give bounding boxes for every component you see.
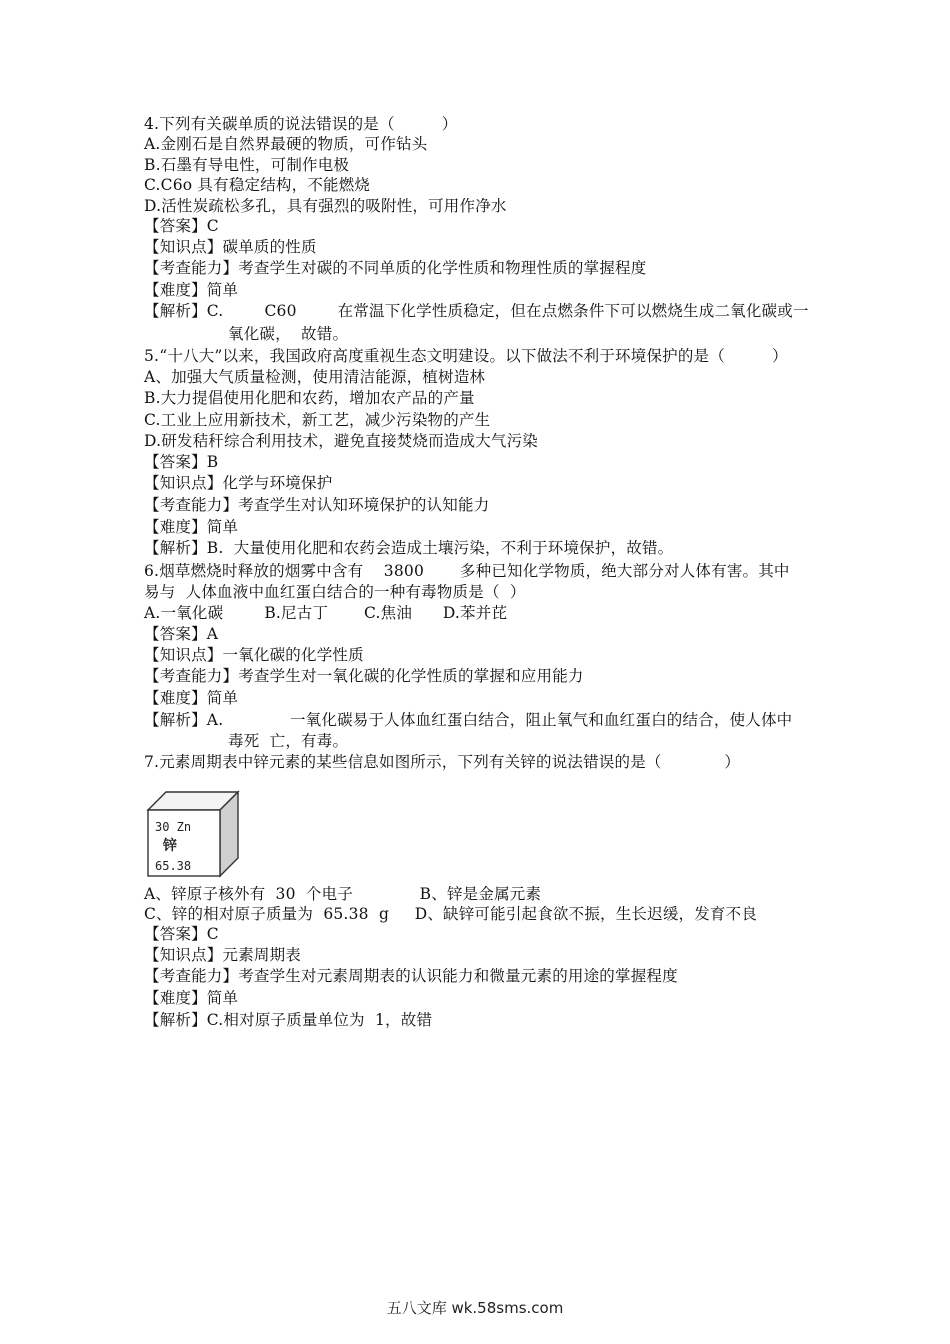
q6-stem-cont: 易与 人体血液中血红蛋白结合的一种有毒物质是（ ） [144, 583, 526, 601]
q4-analysis: 【解析】C. C60 在常温下化学性质稳定，但在点燃条件下可以燃烧生成二氧化碳或一 [144, 302, 809, 320]
q5-difficulty: 【难度】简单 [144, 518, 239, 536]
q4-stem: 4.下列有关碳单质的说法错误的是（ ） [144, 115, 458, 133]
q4-option-b: B.石墨有导电性，可制作电极 [144, 156, 350, 174]
q5-knowledge: 【知识点】化学与环境保护 [144, 474, 333, 492]
element-mass: 65.38 [155, 859, 192, 873]
q5-option-a: A、加强大气质量检测，使用清洁能源，植树造林 [144, 368, 486, 386]
q4-option-c: C.C6o 具有稳定结构，不能燃烧 [144, 176, 371, 194]
q5-answer: 【答案】B [144, 453, 219, 471]
q6-difficulty: 【难度】简单 [144, 689, 239, 707]
q7-stem: 7.元素周期表中锌元素的某些信息如图所示，下列有关锌的说法错误的是（ ） [144, 753, 741, 771]
q7-analysis: 【解析】C.相对原子质量单位为 1，故错 [144, 1011, 433, 1029]
q6-ability: 【考查能力】考查学生对一氧化碳的化学性质的掌握和应用能力 [144, 667, 584, 685]
q7-knowledge: 【知识点】元素周期表 [144, 946, 302, 964]
q6-analysis-cont: 毒死 亡，有毒。 [228, 732, 349, 750]
footer-watermark: 五八文库 wk.58sms.com [386, 1299, 564, 1317]
element-number-symbol: 30 Zn [155, 820, 192, 834]
q7-ability: 【考查能力】考查学生对元素周期表的认识能力和微量元素的用途的掌握程度 [144, 967, 678, 985]
q4-knowledge: 【知识点】碳单质的性质 [144, 238, 317, 256]
periodic-element-figure [146, 790, 240, 878]
q5-stem: 5.“十八大”以来，我国政府高度重视生态文明建设。以下做法不利于环境保护的是（ ） [144, 347, 788, 365]
element-name: 锌 [163, 838, 177, 854]
q4-answer: 【答案】C [144, 217, 219, 235]
q7-answer: 【答案】C [144, 925, 219, 943]
q5-ability: 【考查能力】考查学生对认知环境保护的认知能力 [144, 496, 490, 514]
q4-difficulty: 【难度】简单 [144, 281, 239, 299]
q4-option-a: A.金刚石是自然界最硬的物质，可作钻头 [144, 135, 428, 153]
q7-options-ab: A、锌原子核外有 30 个电子 B、锌是金属元素 [144, 885, 542, 903]
q6-knowledge: 【知识点】一氧化碳的化学性质 [144, 646, 364, 664]
q6-answer: 【答案】A [144, 625, 219, 643]
q4-option-d: D.活性炭疏松多孔，具有强烈的吸附性，可用作净水 [144, 197, 507, 215]
q6-analysis: 【解析】A. 一氧化碳易于人体血红蛋白结合，阻止氧气和血红蛋白的结合，使人体中 [144, 711, 793, 729]
q6-stem: 6.烟草燃烧时释放的烟雾中含有 3800 多种已知化学物质，绝大部分对人体有害。其中 [144, 562, 790, 580]
q5-option-c: C.工业上应用新技术，新工艺，减少污染物的产生 [144, 411, 491, 429]
q7-options-cd: C、锌的相对原子质量为 65.38 g D、缺锌可能引起食欲不振，生长迟缓，发育不良 [144, 905, 758, 923]
q6-options: A.一氧化碳 B.尼古丁 C.焦油 D.苯并芘 [144, 604, 508, 622]
q5-option-b: B.大力提倡使用化肥和农药，增加农产品的产量 [144, 389, 475, 407]
q4-ability: 【考查能力】考查学生对碳的不同单质的化学性质和物理性质的掌握程度 [144, 259, 647, 277]
q4-analysis-cont: 氧化碳， 故错。 [228, 325, 349, 343]
q5-analysis: 【解析】B. 大量使用化肥和农药会造成土壤污染，不利于环境保护，故错。 [144, 539, 674, 557]
q5-option-d: D.研发秸秆综合利用技术，避免直接焚烧而造成大气污染 [144, 432, 539, 450]
q7-difficulty: 【难度】简单 [144, 989, 239, 1007]
